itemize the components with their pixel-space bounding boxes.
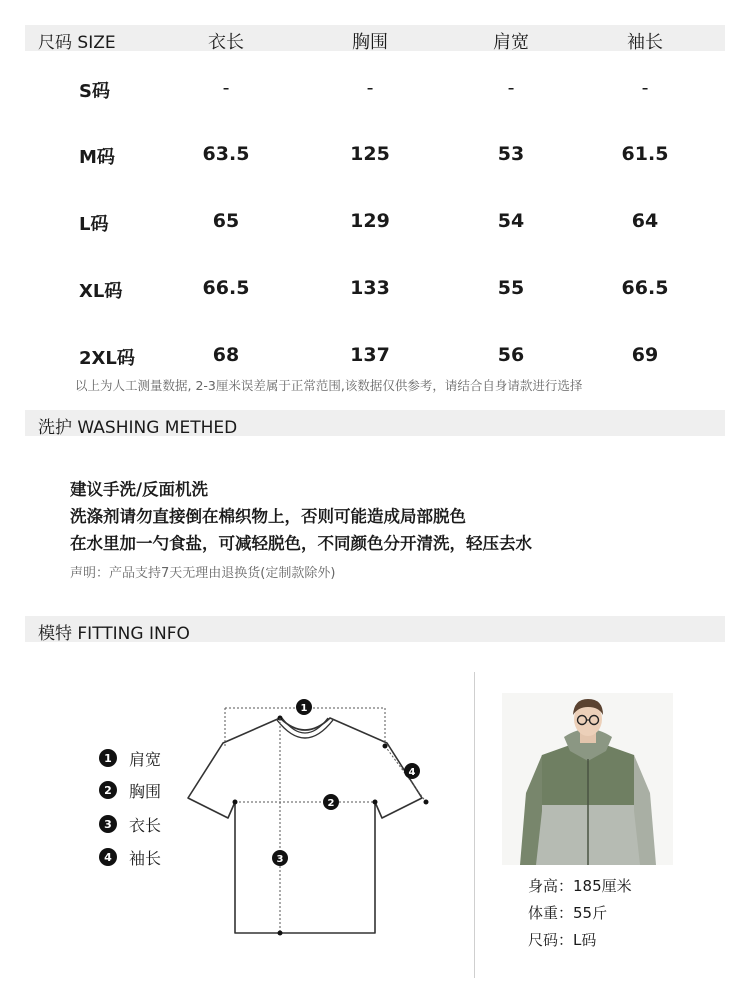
legend-number-badge: 4: [99, 848, 117, 866]
table-cell: 137: [350, 344, 390, 366]
table-cell: 56: [497, 344, 525, 366]
svg-text:1: 1: [300, 703, 308, 714]
legend-number-badge: 3: [99, 815, 117, 833]
row-size-label: 2XL码: [79, 348, 135, 369]
fitting-header-label: 模特 FITTING INFO: [38, 624, 190, 644]
table-cell: -: [222, 77, 230, 99]
column-header-shoulder: 肩宽: [493, 32, 529, 53]
table-cell: 55: [497, 277, 525, 299]
tshirt-measurement-diagram: [180, 690, 440, 950]
table-cell: 53: [497, 143, 525, 165]
washing-header-label: 洗护 WASHING METHED: [38, 418, 238, 438]
table-cell: 69: [631, 344, 659, 366]
legend-number-badge: 1: [99, 749, 117, 767]
washing-instruction: 在水里加一勺食盐，可减轻脱色，不同颜色分开清洗，轻压去水: [70, 534, 532, 553]
section-divider: [474, 672, 475, 978]
return-policy-note: 声明：产品支持7天无理由退换货(定制款除外): [70, 566, 336, 581]
legend-item-sleeve: [99, 847, 161, 867]
model-size: 尺码：L码: [528, 931, 597, 949]
column-header-sleeve: 袖长: [627, 32, 663, 53]
legend-item-chest: [99, 780, 161, 800]
table-cell: 66.5: [621, 277, 669, 299]
size-header-bar: [25, 25, 725, 51]
legend-item-shoulder: [99, 748, 161, 768]
table-cell: 66.5: [202, 277, 250, 299]
row-size-label: S码: [79, 81, 110, 102]
table-cell: 63.5: [202, 143, 250, 165]
legend-number-badge: 2: [99, 781, 117, 799]
legend-label: 肩宽: [129, 749, 162, 769]
table-cell: 125: [350, 143, 390, 165]
legend-label: 胸围: [129, 781, 162, 801]
svg-text:2: 2: [327, 798, 335, 809]
column-header-length: 衣长: [208, 32, 244, 53]
table-cell: 133: [350, 277, 390, 299]
table-cell: 64: [631, 210, 659, 232]
row-size-label: M码: [79, 147, 115, 168]
size-note: 以上为人工测量数据, 2-3厘米误差属于正常范围,该数据仅供参考，请结合自身请款进行选择: [75, 378, 583, 393]
size-header-label: 尺码 SIZE: [38, 33, 116, 53]
legend-item-length: [99, 814, 161, 834]
model-illustration: [502, 693, 673, 865]
table-cell: 68: [212, 344, 240, 366]
tshirt-outline: [188, 718, 422, 933]
table-cell: -: [641, 77, 649, 99]
row-size-label: L码: [79, 214, 109, 235]
table-cell: -: [507, 77, 515, 99]
table-cell: 65: [212, 210, 240, 232]
table-cell: 61.5: [621, 143, 669, 165]
model-height: 身高：185厘米: [528, 877, 632, 895]
table-cell: -: [366, 77, 374, 99]
svg-text:4: 4: [408, 767, 416, 778]
svg-text:3: 3: [276, 854, 284, 865]
table-cell: 129: [350, 210, 390, 232]
model-photo: [502, 693, 673, 865]
column-header-chest: 胸围: [352, 32, 388, 53]
table-cell: 54: [497, 210, 525, 232]
washing-instruction: 洗涤剂请勿直接倒在棉织物上，否则可能造成局部脱色: [70, 507, 466, 526]
fitting-header-bar: [25, 616, 725, 642]
washing-header-bar: [25, 410, 725, 436]
row-size-label: XL码: [79, 281, 123, 302]
washing-instruction: 建议手洗/反面机洗: [70, 480, 209, 499]
legend-label: 袖长: [129, 848, 162, 868]
model-weight: 体重：55斤: [528, 904, 608, 922]
legend-label: 衣长: [129, 815, 162, 835]
